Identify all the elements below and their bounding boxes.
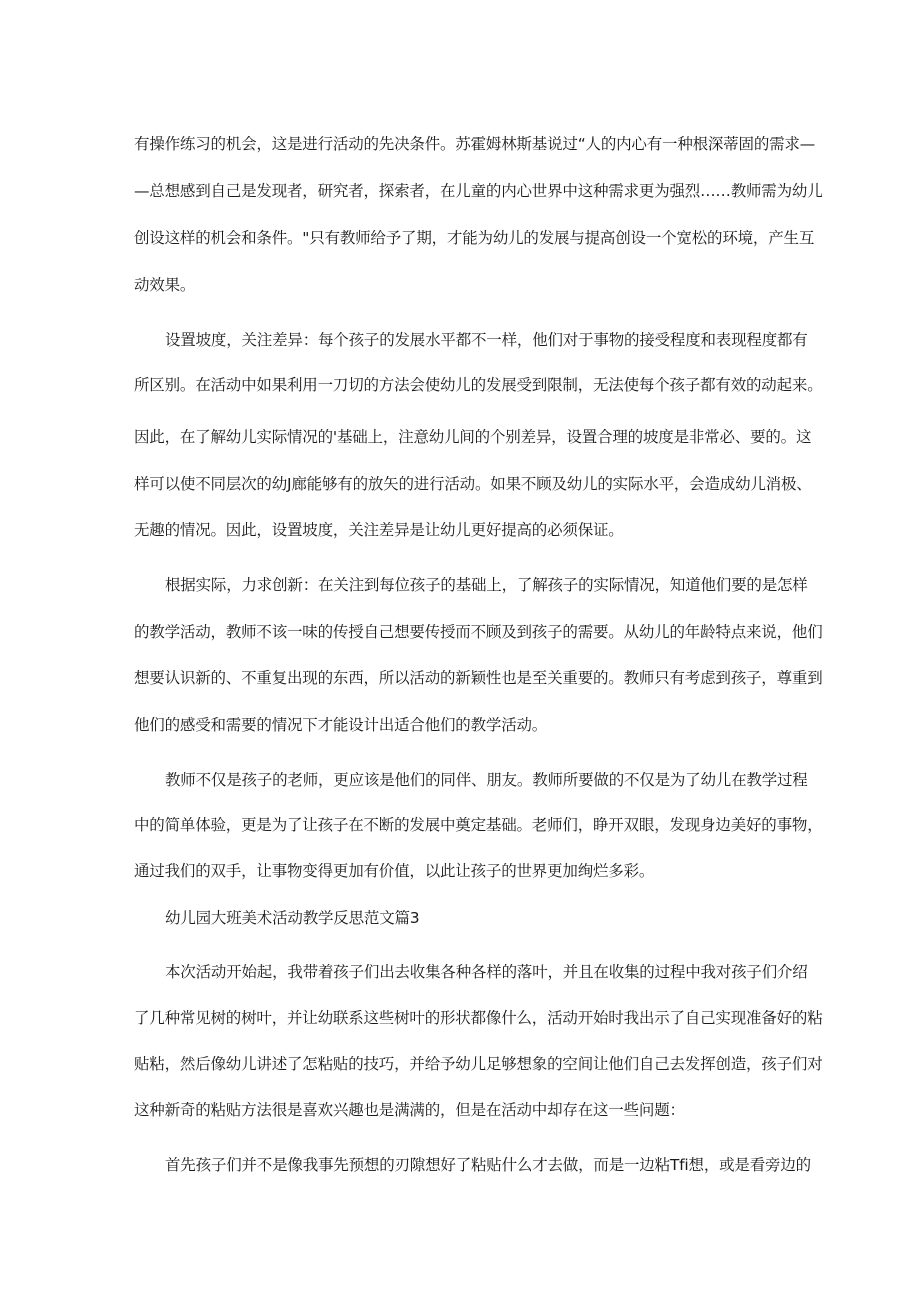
paragraph-line: 因此，在了解幼儿实际情况的'基础上，注意幼儿间的个别差异，设置合理的坡度是非常必、要的。这	[134, 428, 812, 446]
paragraph-line: 教师不仅是孩子的老师，更应该是他们的同伴、朋友。教师所要做的不仅是为了幼儿在教学过程	[165, 771, 808, 789]
paragraph-line: 他们的感受和需要的情况下才能设计出适合他们的教学活动。	[134, 716, 548, 734]
paragraph-line: 的教学活动，教师不该一味的传授自己想要传授而不顾及到孩子的需要。从幼儿的年龄特点来说，他们	[134, 623, 823, 641]
paragraph-line: 所区别。在活动中如果利用一刀切的方法会使幼儿的发展受到限制，无法使每个孩子都有效的动起来。	[134, 376, 823, 394]
paragraph-line: 设置坡度，关注差异：每个孩子的发展水平都不一样，他们对于事物的接受程度和表现程度都有	[165, 331, 808, 349]
paragraph-line: 中的简单体验，更是为了让孩子在不断的发展中奠定基础。老师们，睁开双眼，发现身边美好的事物，	[134, 816, 823, 834]
section-heading: 幼儿园大班美术活动教学反思范文篇3	[165, 909, 420, 927]
paragraph-line: 这种新奇的粘贴方法很是喜欢兴趣也是满满的，但是在活动中却存在这一些问题：	[134, 1101, 685, 1119]
paragraph-line: 首先孩子们并不是像我事先预想的刃隙想好了粘贴什么才去做，而是一边粘Tfi想，或是看旁边的	[165, 1156, 811, 1174]
paragraph-line: 样可以使不同层次的幼J廊能够有的放矢的进行活动。如果不顾及幼儿的实际水平，会造成幼儿消极、	[134, 475, 812, 493]
paragraph-line: 本次活动开始起，我带着孩子们出去收集各种各样的落叶，并且在收集的过程中我对孩子们介绍	[165, 963, 808, 981]
paragraph-line: 创设这样的机会和条件。"只有教师给予了期，才能为幼儿的发展与提高创设一个宽松的环境，产生互	[134, 229, 815, 247]
paragraph-line: 无趣的情况。因此，设置坡度，关注差异是让幼儿更好提高的必须保证。	[134, 521, 624, 539]
paragraph-line: —总想感到自己是发现者，研究者，探索者，在儿童的内心世界中这种需求更为强烈……教师需为幼儿	[134, 182, 823, 200]
paragraph-line: 动效果。	[134, 276, 196, 294]
paragraph-line: 通过我们的双手，让事物变得更加有价值，以此让孩子的世界更加绚烂多彩。	[134, 862, 655, 880]
paragraph-line: 贴粘，然后像幼儿讲述了怎粘贴的技巧，并给予幼儿足够想象的空间让他们自己去发挥创造，孩子们对	[134, 1055, 823, 1073]
paragraph-line: 根据实际，力求创新：在关注到每位孩子的基础上，了解孩子的实际情况，知道他们要的是怎样	[165, 576, 808, 594]
paragraph-line: 有操作练习的机会，这是进行活动的先决条件。苏霍姆林斯基说过“人的内心有一种根深蒂固的需求—	[134, 135, 816, 153]
paragraph-line: 了几种常见树的树叶，并让幼联系这些树叶的形状都像什么，活动开始时我出示了自己实现准备好的粘	[134, 1009, 823, 1027]
paragraph-line: 想要认识新的、不重复出现的东西，所以活动的新颖性也是至关重要的。教师只有考虑到孩子，尊重到	[134, 669, 823, 687]
